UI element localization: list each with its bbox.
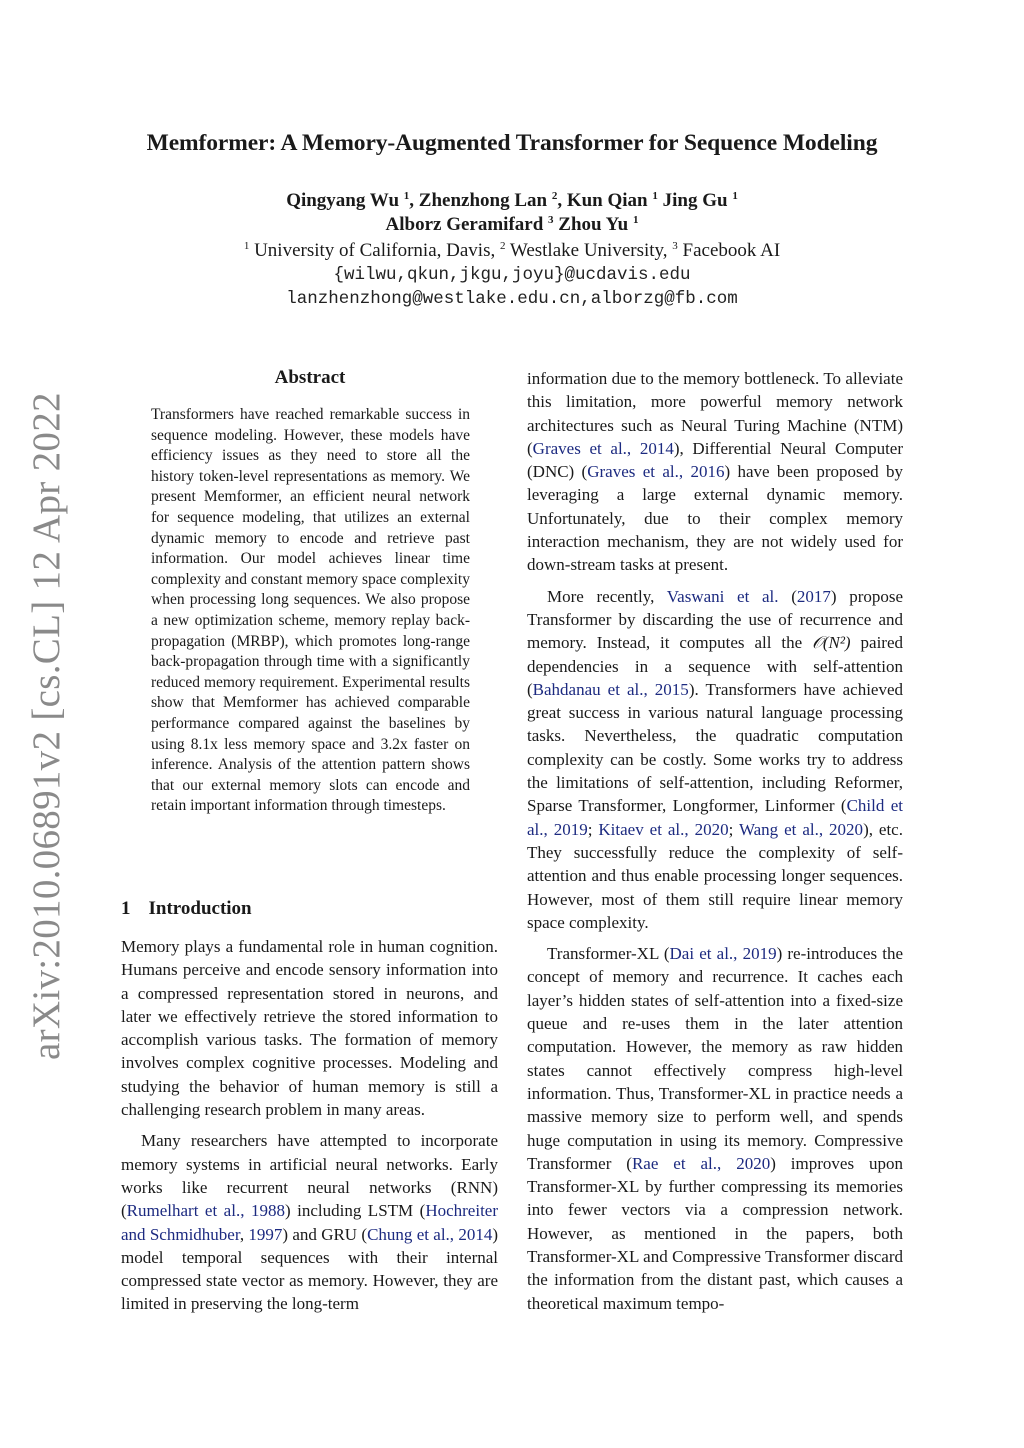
paragraph (527, 367, 903, 577)
author-name: Kun Qian (566, 190, 648, 211)
affiliation-name: University of California, Davis, (254, 240, 496, 261)
text-run: ; (587, 819, 599, 839)
left-column (121, 935, 498, 1316)
math-expression: 𝒪(N²) (812, 633, 851, 653)
text-run: ) including LSTM ( (284, 1201, 426, 1221)
arxiv-identifier: arXiv:2010.06891v2 [cs.CL] 12 Apr 2022 (25, 392, 68, 1060)
text-run: ) and GRU ( (282, 1224, 368, 1244)
text-run: ) propose Transformer by discarding the use of recurrence and memory. Instead, it computes all the (527, 586, 904, 653)
abstract-text: Transformers have reached remarkable success in sequence modeling. However, these models have efficiency issues as they need to store all the history token-level representations as memory. We present Memformer, an efficient neural network for sequence modeling, that utilizes an external dynamic memory to encode and retrieve past information. Our model achieves linear time complexity and constant memory space complexity when processing long sequences. We also propose a new optimization scheme, memory replay back-propagation (MRBP), which promotes long-range back-propagation through time with a significantly reduced memory requirement. Experimental results show that Memformer has achieved comparable performance compared against the baselines by using 8.1x less memory space and 3.2x faster on inference. Analysis of the attention pattern shows that our external memory slots can encode and retain important information through timesteps. (151, 406, 470, 815)
email-line-1: {wilwu,qkun,jkgu,joyu}@ucdavis.edu (333, 265, 691, 285)
author-name: Jing Gu (662, 190, 728, 211)
citation-link[interactable]: Wang et al., 2020 (738, 819, 864, 839)
citation-link[interactable]: Graves et al., 2016 (587, 462, 725, 482)
email-line-2: lanzhenzhong@westlake.edu.cn,alborzg@fb.com (286, 289, 738, 309)
affiliation-number: 1 (243, 240, 250, 252)
author-line-1: Qingyang Wu $^1$, Zhenzhong Lan $^2$, Kun Qian $^1$ Jing Gu $^1$ (286, 190, 738, 211)
citation-link[interactable]: Bahdanau et al., 2015 (532, 679, 689, 699)
text-run: paired dependencies in a sequence with self-attention ( (527, 633, 904, 699)
paragraph (527, 942, 903, 1315)
text-run: More recently, (547, 586, 667, 606)
citation-link[interactable]: Rae et al., 2020 (631, 1153, 771, 1173)
author-name: Zhou Yu (558, 214, 629, 235)
text-run: ). Transformers have achieved great success in various natural language processing tasks. Nevertheless, the quadratic computation complexity can be costly. Some works try to address the limitations of self-attention, including Reformer, Sparse Transformer, Longformer, Linformer ( (527, 679, 904, 816)
affiliation-name: Westlake University, (509, 240, 668, 261)
author-name: Qingyang Wu (286, 190, 400, 211)
author-name: Alborz Geramifard (385, 214, 544, 235)
text-run: information due to the memory bottleneck. To alleviate this limitation, more powerful memory network architectures such as Neural Turing Machine (NTM) ( (527, 369, 903, 458)
affiliation-number: 3 (672, 240, 678, 252)
paragraph: Memory plays a fundamental role in human cognition. Humans perceive and encode sensory information into a compressed representation stored in neurons, and later we effectively retrieve the stored information to accomplish various tasks. The formation of memory involves complex cognitive processes. Modeling and studying the behavior of human memory is still a challenging research problem in many areas. (121, 937, 498, 1120)
author-line-2 (0, 214, 1024, 236)
paragraph (527, 585, 903, 934)
affiliations (0, 240, 1024, 262)
citation-link[interactable]: Rumelhart et al., 1988 (126, 1201, 285, 1221)
text-run: ), etc. They successfully reduce the complexity of self-attention and thus enable processing longer sequences. However, most of them still require linear memory space complexity. (527, 819, 903, 932)
text-run: ) improves upon Transformer-XL by further compressing its memories into fewer vectors via a compression network. However, as mentioned in the papers, both Transformer-XL and Compressive Transformer discard the information from the distant past, which causes a theoretical maximum tempo- (527, 1153, 903, 1313)
citation-link[interactable]: 1997 (248, 1224, 283, 1244)
citation-link[interactable]: 2017 (796, 586, 831, 606)
text-run: Transformer-XL ( (547, 944, 670, 964)
section-number: 1 (121, 898, 131, 919)
citation-link[interactable]: Vaswani et al. (666, 586, 779, 606)
text-run: ) re-introduces the concept of memory and recurrence. It caches each layer’s hidden states of self-attention into a fixed-size queue and re-uses them in the later attention computation. However, the memory as raw hidden states cannot effectively compress high-level information. Thus, Transformer-XL in practice needs a massive memory size to perform well, and spends huge computation in using its memory. Compressive Transformer ( (527, 944, 903, 1173)
author-affiliation-mark: 1 (652, 190, 658, 202)
citation-link[interactable]: Hochreiter and Schmidhuber (121, 1201, 498, 1244)
abstract-heading: Abstract (274, 367, 346, 388)
citation-link[interactable]: Dai et al., 2019 (669, 944, 777, 964)
text-run: ) have been proposed by leveraging a large external dynamic memory. Unfortunately, due to their complex memory interaction mechanism, they are not widely used for down-stream tasks at present. (527, 462, 903, 575)
paragraph (121, 1129, 498, 1315)
author-affiliation-mark: 1 (403, 190, 410, 202)
text-run: ), Differential Neural Computer (DNC) ( (527, 438, 903, 482)
citation-link[interactable]: Graves et al., 2014 (532, 438, 674, 458)
text-run: ( (778, 586, 797, 606)
author-affiliation-mark: 3 (548, 214, 554, 226)
citation-link[interactable]: Kitaev et al., 2020 (598, 819, 729, 839)
author-affiliation-mark: 1 (632, 214, 639, 226)
affiliation-name: Facebook AI (682, 240, 781, 261)
affiliation-number: 2 (499, 240, 506, 252)
text-run: ; (728, 819, 739, 839)
section-heading (121, 898, 252, 920)
right-column (527, 367, 903, 1315)
text-run: , (239, 1224, 249, 1244)
text-run: ) model temporal sequences with their internal compressed state vector as memory. However, they are limited in preserving the long-term (121, 1224, 499, 1314)
author-affiliation-mark: 1 (732, 190, 738, 202)
citation-link[interactable]: Child et al., 2019 (527, 796, 904, 839)
paper-title: Memformer: A Memory-Augmented Transformer for Sequence Modeling (146, 130, 878, 156)
citation-link[interactable]: Chung et al., 2014 (367, 1224, 493, 1244)
author-name: Zhenzhong Lan (418, 190, 548, 211)
text-run: Many researchers have attempted to incorporate memory systems in artificial neural networks. Early works like recurrent neural networks (RNN) ( (121, 1131, 498, 1221)
section-title: Introduction (148, 898, 252, 919)
author-affiliation-mark: 2 (551, 190, 558, 202)
abstract-body (151, 405, 470, 817)
